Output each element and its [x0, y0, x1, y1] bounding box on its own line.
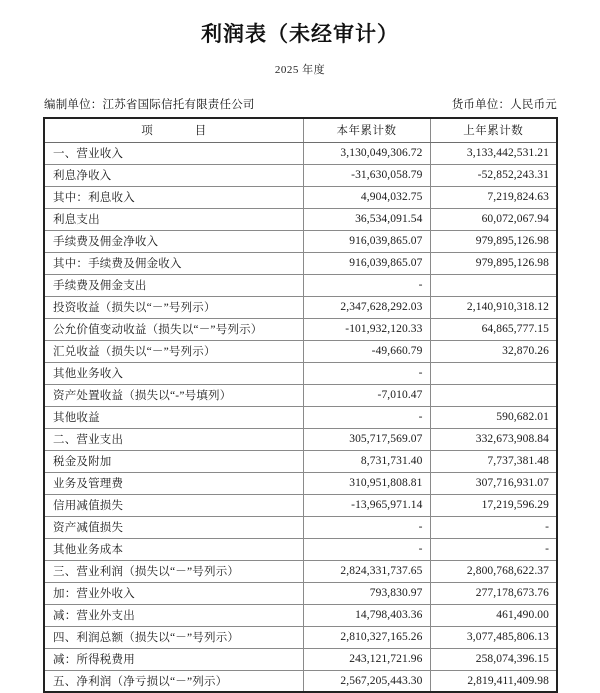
table-row	[44, 362, 557, 384]
table-row	[44, 384, 557, 406]
table-row	[44, 428, 557, 450]
row-current-year-value: 36,534,091.54	[303, 208, 430, 230]
row-current-year-value: 305,717,569.07	[303, 428, 430, 450]
table-row	[44, 142, 557, 164]
row-label: 四、利润总额（损失以“－”号列示）	[44, 626, 303, 648]
row-label: 利息支出	[44, 208, 303, 230]
table-row	[44, 472, 557, 494]
statement-meta	[44, 77, 557, 112]
row-previous-year-value: 7,219,824.63	[430, 186, 557, 208]
table-row	[44, 164, 557, 186]
table-header-row	[44, 118, 557, 142]
row-label: 其他业务收入	[44, 362, 303, 384]
table-row	[44, 538, 557, 560]
table-row	[44, 340, 557, 362]
row-label: 其他收益	[44, 406, 303, 428]
row-current-year-value: 4,904,032.75	[303, 186, 430, 208]
row-current-year-value: -7,010.47	[303, 384, 430, 406]
row-label: 投资收益（损失以“－”号列示）	[44, 296, 303, 318]
row-label: 资产处置收益（损失以“-”号填列）	[44, 384, 303, 406]
income-statement-table	[43, 117, 558, 693]
row-current-year-value: -	[303, 538, 430, 560]
row-label: 其中：手续费及佣金收入	[44, 252, 303, 274]
table-row	[44, 274, 557, 296]
row-previous-year-value: 332,673,908.84	[430, 428, 557, 450]
row-label: 税金及附加	[44, 450, 303, 472]
row-previous-year-value	[430, 362, 557, 384]
table-row	[44, 252, 557, 274]
row-current-year-value: 2,567,205,443.30	[303, 670, 430, 692]
row-label: 减：所得税费用	[44, 648, 303, 670]
row-current-year-value: 3,130,049,306.72	[303, 142, 430, 164]
row-current-year-value: 243,121,721.96	[303, 648, 430, 670]
row-current-year-value: -13,965,971.14	[303, 494, 430, 516]
table-row	[44, 208, 557, 230]
row-previous-year-value: 590,682.01	[430, 406, 557, 428]
table-row	[44, 450, 557, 472]
row-current-year-value: 8,731,731.40	[303, 450, 430, 472]
table-row	[44, 494, 557, 516]
row-label: 其中：利息收入	[44, 186, 303, 208]
row-previous-year-value: 2,800,768,622.37	[430, 560, 557, 582]
row-previous-year-value: -	[430, 516, 557, 538]
row-previous-year-value: -52,852,243.31	[430, 164, 557, 186]
table-row	[44, 648, 557, 670]
row-current-year-value: -	[303, 362, 430, 384]
row-previous-year-value: 277,178,673.76	[430, 582, 557, 604]
column-header-previous-year: 上年累计数	[430, 118, 557, 142]
table-row	[44, 406, 557, 428]
column-header-current-year: 本年累计数	[303, 118, 430, 142]
row-previous-year-value	[430, 384, 557, 406]
row-label: 手续费及佣金支出	[44, 274, 303, 296]
table-row	[44, 626, 557, 648]
column-header-item-right: 目	[194, 125, 207, 138]
row-label: 业务及管理费	[44, 472, 303, 494]
row-current-year-value: 793,830.97	[303, 582, 430, 604]
table-row	[44, 318, 557, 340]
table-row	[44, 516, 557, 538]
row-previous-year-value: 64,865,777.15	[430, 318, 557, 340]
table-row	[44, 186, 557, 208]
row-current-year-value: -31,630,058.79	[303, 164, 430, 186]
row-current-year-value: 310,951,808.81	[303, 472, 430, 494]
row-current-year-value: 2,824,331,737.65	[303, 560, 430, 582]
row-previous-year-value: 3,077,485,806.13	[430, 626, 557, 648]
row-current-year-value: -	[303, 406, 430, 428]
currency-label: 货币单位：人民币元	[451, 99, 557, 112]
row-current-year-value: -	[303, 516, 430, 538]
table-row	[44, 296, 557, 318]
row-previous-year-value: 307,716,931.07	[430, 472, 557, 494]
row-current-year-value: -49,660.79	[303, 340, 430, 362]
row-previous-year-value: -	[430, 538, 557, 560]
table-header	[44, 118, 557, 142]
row-previous-year-value: 60,072,067.94	[430, 208, 557, 230]
row-previous-year-value: 461,490.00	[430, 604, 557, 626]
row-previous-year-value: 2,140,910,318.12	[430, 296, 557, 318]
row-label: 信用减值损失	[44, 494, 303, 516]
row-current-year-value: 14,798,403.36	[303, 604, 430, 626]
row-previous-year-value: 979,895,126.98	[430, 252, 557, 274]
row-label: 二、营业支出	[44, 428, 303, 450]
row-label: 手续费及佣金净收入	[44, 230, 303, 252]
row-label: 加：营业外收入	[44, 582, 303, 604]
page-subtitle: 2025 年度	[274, 64, 326, 77]
table-row	[44, 604, 557, 626]
column-header-item	[44, 118, 303, 142]
row-current-year-value: 916,039,865.07	[303, 230, 430, 252]
row-previous-year-value: 258,074,396.15	[430, 648, 557, 670]
row-label: 汇兑收益（损失以“－”号列示）	[44, 340, 303, 362]
row-current-year-value: 2,810,327,165.26	[303, 626, 430, 648]
row-label: 利息净收入	[44, 164, 303, 186]
row-previous-year-value: 32,870.26	[430, 340, 557, 362]
row-current-year-value: -101,932,120.33	[303, 318, 430, 340]
table-row	[44, 560, 557, 582]
row-label: 公允价值变动收益（损失以“－”号列示）	[44, 318, 303, 340]
row-label: 资产减值损失	[44, 516, 303, 538]
row-current-year-value: 2,347,628,292.03	[303, 296, 430, 318]
row-previous-year-value: 7,737,381.48	[430, 450, 557, 472]
table-row	[44, 230, 557, 252]
row-label: 减：营业外支出	[44, 604, 303, 626]
row-previous-year-value	[430, 274, 557, 296]
row-current-year-value: -	[303, 274, 430, 296]
row-label: 一、营业收入	[44, 142, 303, 164]
page-title: 利润表（未经审计）	[201, 22, 399, 46]
table-row	[44, 670, 557, 692]
table-row	[44, 582, 557, 604]
column-header-item-left: 项	[141, 125, 153, 138]
row-previous-year-value: 17,219,596.29	[430, 494, 557, 516]
row-previous-year-value: 2,819,411,409.98	[430, 670, 557, 692]
row-label: 三、营业利润（损失以“－”号列示）	[44, 560, 303, 582]
row-label: 五、净利润（净亏损以“－”列示）	[44, 670, 303, 692]
row-previous-year-value: 3,133,442,531.21	[430, 142, 557, 164]
row-current-year-value: 916,039,865.07	[303, 252, 430, 274]
row-previous-year-value: 979,895,126.98	[430, 230, 557, 252]
table-body	[44, 142, 557, 692]
row-label: 其他业务成本	[44, 538, 303, 560]
preparer-label: 编制单位：江苏省国际信托有限责任公司	[44, 99, 255, 112]
